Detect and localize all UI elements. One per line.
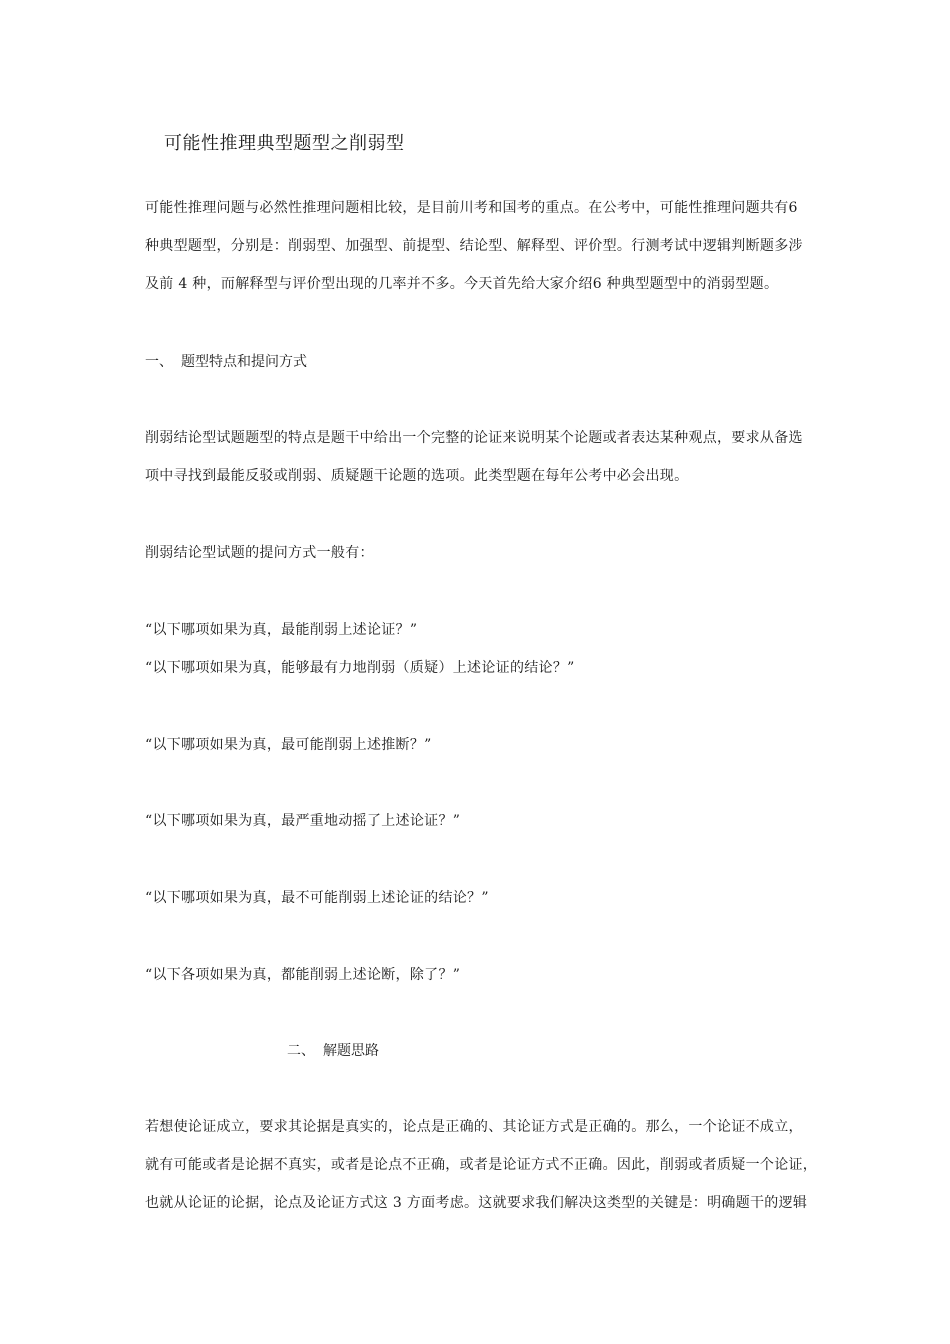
intro-line-3: 及前 4 种，而解释型与评价型出现的几率并不多。今天首先给大家介绍6 种典型题型中的消弱型题。 [145,276,779,292]
section-heading-1 [145,352,307,372]
approach-line-1: 若想使论证成立，要求其论据是真实的，论点是正确的、其论证方式是正确的。那么，一个论证不成立， [145,1119,803,1135]
approach-line-2: 就有可能或者是论据不真实，或者是论点不正确，或者是论证方式不正确。因此，削弱或者质疑一个论证， [145,1157,818,1173]
question-item-5: “以下哪项如果为真，最不可能削弱上述论证的结论？” [145,890,489,906]
question-intro: 削弱结论型试题的提问方式一般有： [145,545,374,561]
section-title-1: 题型特点和提问方式 [181,354,307,370]
document-title: 可能性推理典型题型之削弱型 [164,133,405,154]
section-number-2: 二、 [287,1043,315,1059]
features-line-2: 项中寻找到最能反驳或削弱、质疑题干论题的选项。此类型题在每年公考中必会出现。 [145,468,689,484]
intro-line-1: 可能性推理问题与必然性推理问题相比较，是目前川考和国考的重点。在公考中，可能性推理问题共有6 [145,200,798,216]
section-heading-2 [287,1041,379,1061]
question-item-2: “以下哪项如果为真，能够最有力地削弱（质疑）上述论证的结论？” [145,660,575,676]
question-item-6: “以下各项如果为真，都能削弱上述论断，除了？” [145,967,461,983]
section-number-1: 一、 [145,354,173,370]
question-item-4: “以下哪项如果为真，最严重地动摇了上述论证？” [145,813,461,829]
intro-line-2: 种典型题型，分别是：削弱型、加强型、前提型、结论型、解释型、评价型。行测考试中逻辑判断题多涉 [145,238,803,254]
features-line-1: 削弱结论型试题题型的特点是题干中给出一个完整的论证来说明某个论题或者表达某种观点，要求从备选 [145,430,803,446]
question-item-3: “以下哪项如果为真，最可能削弱上述推断？” [145,737,432,753]
question-item-1: “以下哪项如果为真，最能削弱上述论证？” [145,622,418,638]
approach-line-3: 也就从论证的论据，论点及论证方式这 3 方面考虑。这就要求我们解决这类型的关键是：明确题干的逻辑 [145,1195,808,1211]
section-title-2: 解题思路 [323,1043,379,1059]
